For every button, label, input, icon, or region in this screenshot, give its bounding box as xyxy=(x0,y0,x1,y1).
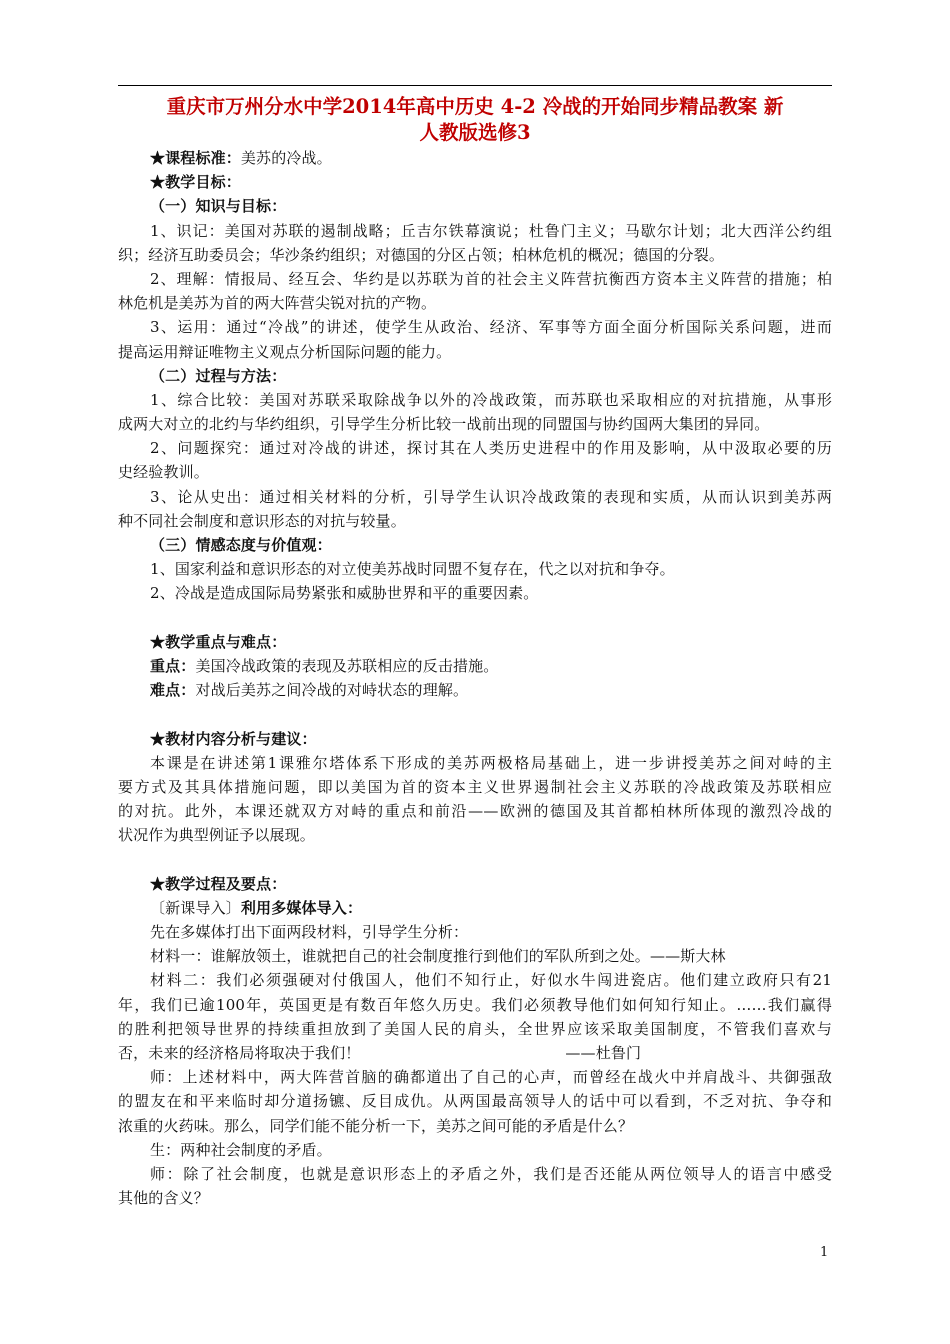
document-body xyxy=(118,146,832,1210)
paragraph-line: 1、国家利益和意识形态的对立使美苏战时同盟不复存在，代之以对抗和争夺。 xyxy=(150,560,675,579)
material-one: 材料一：谁解放领土，谁就把自己的社会制度推行到他们的军队所到之处。——斯大林 xyxy=(150,947,726,966)
focus-text: 美国冷战政策的表现及苏联相应的反击措施。 xyxy=(195,656,499,675)
paragraph-line: 史经验教训。 xyxy=(118,463,209,482)
paragraph-line: 成两大对立的北约与华约组织，引导学生分析比较一战前出现的同盟国与协约国两大集团的异同。 xyxy=(118,415,770,434)
paragraph-line: 种不同社会制度和意识形态的对抗与较量。 xyxy=(118,511,406,530)
paragraph-line: 1、识记：美国对苏联的遏制战略；丘吉尔铁幕演说；杜鲁门主义；马歇尔计划；北大西洋公约组 xyxy=(150,221,832,240)
paragraph-line: 的胜利把领导世界的持续重担放到了美国人民的肩头，全世界应该采取美国制度，不管我们喜欢与 xyxy=(118,1019,832,1038)
paragraph-line: 本课是在讲述第1课雅尔塔体系下形成的美苏两极格局基础上，进一步讲授美苏之间对峙的主 xyxy=(150,753,832,772)
paragraph-line: 要方式及其具体措施问题，即以美国为首的资本主义世界遏制社会主义苏联的冷战政策及苏联相应 xyxy=(118,777,832,796)
paragraph-line: 浓重的火药味。那么，同学们能不能分析一下，美苏之间可能的矛盾是什么？ xyxy=(118,1116,634,1135)
focus-line xyxy=(118,654,832,678)
student-line: 生：两种社会制度的矛盾。 xyxy=(150,1140,332,1159)
paragraph-line: 2、理解：情报局、经互会、华约是以苏联为首的社会主义阵营抗衡西方资本主义阵营的措施；柏 xyxy=(150,269,832,288)
teacher-line: 师：除了社会制度，也就是意识形态上的矛盾之外，我们是否还能从两位领导人的语言中感受 xyxy=(150,1164,832,1183)
material-two: 材料二：我们必须强硬对付俄国人，他们不知行止，好似水牛闯进瓷店。他们建立政府只有21 xyxy=(150,971,832,990)
teacher-line: 师：上述材料中，两大阵营首脑的确都道出了自己的心声，而曾经在战火中并肩战斗、共御强敌 xyxy=(150,1068,832,1087)
paragraph-line: 否，未来的经济格局将取决于我们！ ——杜鲁门 xyxy=(118,1043,642,1062)
attribution-truman: ——杜鲁门 xyxy=(565,1043,642,1062)
paragraph-line: 先在多媒体打出下面两段材料，引导学生分析： xyxy=(150,923,469,941)
knowledge-heading: （一）知识与目标： xyxy=(150,197,287,216)
focus-label: 重点： xyxy=(150,656,196,675)
course-standard xyxy=(118,146,832,170)
page-number: 1 xyxy=(820,1245,829,1260)
difficulty-label: 难点： xyxy=(150,681,196,700)
intro-line: 〔新课导入〕利用多媒体导入： xyxy=(150,898,363,917)
paragraph-line: 年，我们已逾100年，英国更是有数百年悠久历史。我们必须教导他们如何知行知止。……我们赢得 xyxy=(118,995,832,1014)
keypoints-heading: ★教学重点与难点： xyxy=(150,632,287,651)
process-heading: ★教学过程及要点： xyxy=(150,874,287,893)
paragraph-line: 2、问题探究：通过对冷战的讲述，探讨其在人类历史进程中的作用及影响，从中汲取必要的历 xyxy=(150,439,832,458)
course-standard-text: 美苏的冷战。 xyxy=(240,149,332,167)
objectives-heading: ★教学目标： xyxy=(150,173,241,192)
paragraph-line: 2、冷战是造成国际局势紧张和威胁世界和平的重要因素。 xyxy=(150,584,539,603)
header-rule xyxy=(118,85,832,86)
paragraph-line: 的对抗。此外，本课还就双方对峙的重点和前沿——欧洲的德国及其首都柏林所体现的激烈冷战的 xyxy=(118,802,832,821)
emotion-values-heading: （三）情感态度与价值观： xyxy=(150,536,332,554)
analysis-heading: ★教材内容分析与建议： xyxy=(150,729,317,748)
difficulty-line xyxy=(118,678,832,702)
paragraph-line: 林危机是美苏为首的两大阵营尖锐对抗的产物。 xyxy=(118,294,437,313)
paragraph-line: 提高运用辩证唯物主义观点分析国际问题的能力。 xyxy=(118,342,452,361)
title-line-2: 人教版选修3 xyxy=(419,121,531,144)
difficulty-text: 对战后美苏之间冷战的对峙状态的理解。 xyxy=(195,681,469,700)
paragraph-line: 其他的含义？ xyxy=(118,1189,209,1208)
paragraph-line: 3、论从史出：通过相关材料的分析，引导学生认识冷战政策的表现和实质，从而认识到美苏两 xyxy=(150,487,832,506)
process-method-heading: （二）过程与方法： xyxy=(150,366,287,385)
paragraph-line: 的盟友在和平来临时却分道扬镳、反目成仇。从两国最高领导人的话中可以看到，不乏对抗、争夺和 xyxy=(118,1092,832,1111)
course-standard-label: ★课程标准： xyxy=(150,149,241,167)
title-line-1: 重庆市万州分水中学2014年高中历史 4-2 冷战的开始同步精品教案 新 xyxy=(166,95,784,118)
paragraph-line: 织；经济互助委员会；华沙条约组织；对德国的分区占领；柏林危机的概况；德国的分裂。 xyxy=(118,245,725,264)
document-title xyxy=(118,94,832,146)
paragraph-line: 1、综合比较：美国对苏联采取除战争以外的冷战政策，而苏联也采取相应的对抗措施，从事形 xyxy=(150,390,832,409)
paragraph-line: 3、运用：通过“冷战”的讲述，使学生从政治、经济、军事等方面全面分析国际关系问题，进而 xyxy=(150,318,832,337)
paragraph-line: 状况作为典型例证予以展现。 xyxy=(118,826,315,845)
